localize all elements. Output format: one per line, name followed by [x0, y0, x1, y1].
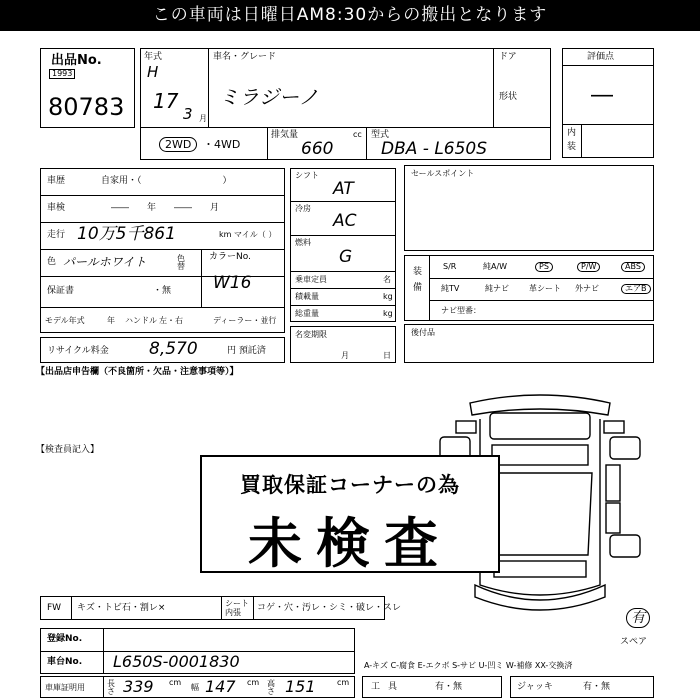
specs-box: [290, 168, 396, 322]
capacity-unit: 名: [383, 275, 391, 284]
equip-navi: 純ナビ: [485, 284, 509, 293]
inspection-value: ―― 年 ―― 月: [111, 203, 220, 213]
equip-ps: PS: [535, 262, 553, 272]
equipment-label-1: 装: [413, 267, 423, 277]
fw-text: キズ・トビ石・割レ×: [77, 603, 166, 613]
tools-label: 工具: [371, 682, 406, 692]
aftermarket-box: [404, 324, 654, 363]
equip-abs: ABS: [621, 262, 645, 272]
registration-box: [40, 628, 355, 674]
equip-aw: 純A/W: [483, 262, 508, 271]
navi-model-label: ナビ型番：: [441, 306, 481, 315]
equip-ext-navi: 外ナビ: [575, 284, 599, 293]
width-label: 幅: [191, 683, 199, 692]
lot-number: 80783: [48, 93, 125, 121]
type-label: 型式: [371, 130, 390, 140]
color-no-value: W16: [213, 273, 252, 293]
type-value: DBA - L650S: [381, 139, 488, 159]
aftermarket-label: 後付品: [411, 328, 435, 337]
color-value: パールホワイト: [63, 255, 147, 269]
interior-label-1: 内: [567, 128, 577, 138]
height-label: 高さ: [267, 679, 275, 696]
name-value: ミラジーノ: [219, 85, 319, 109]
color-sub: 色替: [177, 254, 185, 271]
height-unit: cm: [337, 678, 350, 687]
notes-label: 【出品店申告欄（不良箇所・欠品・注意事項等）】: [36, 367, 239, 377]
fw-box: [40, 596, 402, 620]
recycle-box: [40, 337, 285, 363]
spare-mark: 有: [626, 608, 650, 628]
equip-leather: 革シート: [529, 284, 561, 293]
interior-label-2: 装: [567, 142, 577, 152]
chassis-label: 車台No.: [47, 657, 83, 667]
load-label: 積載量: [295, 292, 319, 301]
era-value: H: [147, 63, 159, 81]
jack-box: [510, 676, 654, 698]
recycle-unit: 円 預託済: [227, 346, 266, 356]
year-value: 17: [153, 89, 179, 113]
jack-label: ジャッキ: [517, 682, 553, 692]
namechange-unit1: 月: [341, 351, 349, 360]
modelyear-label: モデル年式: [45, 316, 85, 325]
lot-year-tag: 1993: [49, 69, 75, 79]
dealer-label: ディーラー・並行: [213, 316, 277, 325]
seat-text: コゲ・穴・汚レ・シミ・破レ・スレ: [257, 603, 402, 613]
name-label: 車名・グレード: [213, 52, 277, 62]
warranty-label: 保証書: [47, 286, 75, 296]
handle-value: 左・右: [159, 316, 183, 325]
stamp-line2: 未検査: [248, 512, 452, 575]
drive-alt: ・4WD: [203, 138, 241, 151]
chassis-value: L650S-0001830: [113, 652, 240, 671]
door-label: ドア: [499, 52, 517, 62]
history-label: 車歴: [47, 176, 66, 186]
lot-label: 出品No.: [51, 53, 102, 68]
modelyear-value: 年: [107, 316, 115, 325]
namechange-unit2: 日: [383, 351, 391, 360]
gross-label: 総重量: [295, 309, 319, 318]
inspector-label: 【検査員記入】: [36, 445, 100, 455]
capacity-label: 乗車定員: [295, 275, 327, 284]
equip-sr: S/R: [443, 262, 457, 271]
ac-label: 冷房: [295, 204, 311, 213]
fuel-value: G: [339, 247, 353, 267]
namechange-box: [290, 326, 396, 363]
len-value: 339: [123, 677, 154, 696]
cert-label: 車庫証明用: [45, 683, 85, 692]
len-label: 長さ: [107, 679, 115, 696]
grade-box: [562, 48, 654, 158]
year-label: 年式: [144, 52, 163, 62]
mileage-value: 10万5千861: [77, 224, 176, 244]
shape-label: 形状: [499, 92, 518, 102]
gross-unit: kg: [383, 309, 393, 318]
seat-label: シート内張: [225, 599, 249, 617]
history-box: [40, 168, 285, 333]
recycle-value: 8,570: [149, 339, 198, 359]
displacement-label: 排気量: [271, 130, 299, 140]
equip-airbag: エアB: [621, 284, 651, 294]
damage-legend: A-キズ C-腐食 E-エクボ S-サビ U-凹ミ W-補修 XX-交換済: [364, 661, 573, 670]
len-unit: cm: [169, 678, 182, 687]
lot-box: [40, 48, 135, 128]
mileage-label: 走行: [47, 230, 66, 240]
equipment-label-2: 備: [413, 283, 423, 293]
displacement-value: 660: [301, 139, 334, 159]
color-no-label: カラーNo.: [209, 252, 251, 262]
fw-label: FW: [47, 603, 62, 613]
shift-value: AT: [333, 179, 354, 199]
sales-point-label: セールスポイント: [411, 169, 475, 178]
grade-label: 評価点: [587, 52, 615, 62]
stamp-line1: 買取保証コーナーの為: [240, 473, 460, 497]
tools-value: 有・無: [435, 682, 463, 692]
spare-label: スペア: [620, 637, 648, 647]
model-box: [140, 48, 551, 160]
drive-value: 2WD: [159, 137, 197, 152]
history-value: 自家用・（ ）: [101, 176, 232, 186]
height-value: 151: [285, 677, 316, 696]
width-unit: cm: [247, 678, 260, 687]
shift-label: シフト: [295, 171, 319, 180]
displacement-unit: cc: [353, 130, 362, 139]
namechange-label: 名変期限: [295, 330, 327, 339]
banner: この車両は日曜日AM8:30からの搬出となります: [0, 0, 700, 31]
width-value: 147: [205, 677, 236, 696]
handle-label: ハンドル: [125, 316, 157, 325]
ac-value: AC: [333, 211, 357, 231]
equip-pw: P/W: [577, 262, 600, 272]
warranty-value: ・無: [153, 286, 172, 296]
equip-tv: 純TV: [441, 284, 460, 293]
month-value: 3: [183, 105, 193, 123]
inspection-label: 車検: [47, 203, 66, 213]
tools-box: [362, 676, 502, 698]
color-label: 色: [47, 257, 57, 267]
mileage-unit: km マイル（ ）: [219, 230, 277, 239]
sales-point-box: [404, 165, 654, 251]
jack-value: 有・無: [583, 682, 611, 692]
reg-label: 登録No.: [47, 634, 83, 644]
fuel-label: 燃料: [295, 238, 311, 247]
equipment-box: [404, 255, 654, 321]
grade-value: ―: [591, 83, 613, 108]
unchecked-stamp: [200, 455, 500, 573]
load-unit: kg: [383, 292, 393, 301]
recycle-label: リサイクル料金: [47, 346, 109, 356]
month-unit: 月: [199, 114, 207, 123]
garage-cert-box: [40, 676, 355, 698]
